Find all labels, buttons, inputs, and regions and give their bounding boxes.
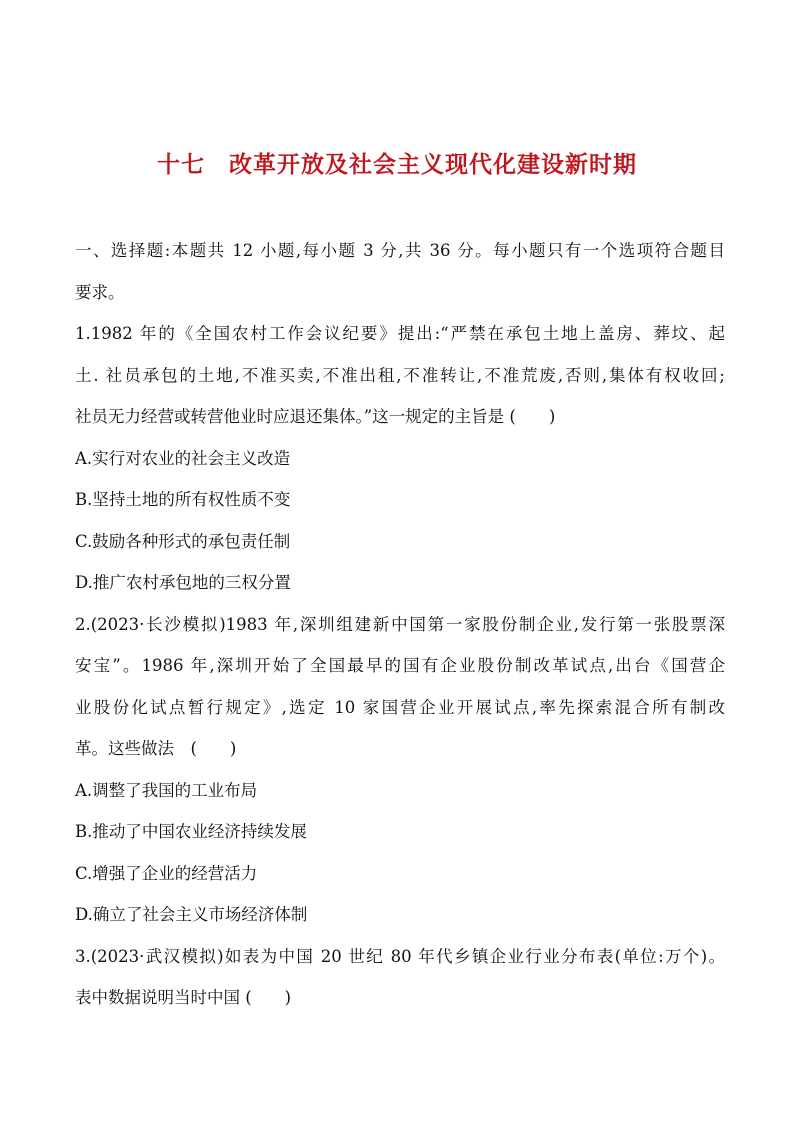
question-stem-line: 1.1982 年的《全国农村工作会议纪要》提出:“严禁在承包土地上盖房、葬坟、起 <box>75 324 725 343</box>
option-d[interactable]: D.推广农村承包地的三权分置 <box>75 573 291 592</box>
question-stem-line: 2.(2023·长沙模拟)1983 年,深圳组建新中国第一家股份制企业,发行第一张股票深 <box>75 614 725 634</box>
section-instruction-line: 一、选择题:本题共 12 小题,每小题 3 分,共 36 分。每小题只有一个选项符合题目 <box>75 241 725 260</box>
question-content <box>75 230 725 1019</box>
page-title: 十七 改革开放及社会主义现代化建设新时期 <box>157 151 637 178</box>
question-stem-line: 表中数据说明当时中国 ( ) <box>75 988 292 1007</box>
option-c[interactable]: C.鼓励各种形式的承包责任制 <box>75 531 291 551</box>
question-stem-line: 业股份化试点暂行规定》,选定 10 家国营企业开展试点,率先探索混合所有制改 <box>75 697 725 717</box>
question-stem-line: 革。这些做法 ( ) <box>75 739 237 758</box>
option-a[interactable]: A.实行对农业的社会主义改造 <box>75 448 291 468</box>
question-stem-line: 3.(2023·武汉模拟)如表为中国 20 世纪 80 年代乡镇企业行业分布表(单位:万个)。 <box>75 946 725 966</box>
option-b[interactable]: B.推动了中国农业经济持续发展 <box>75 822 307 841</box>
question-stem-line: 社员无力经营或转营他业时应退还集体。”这一规定的主旨是 ( ) <box>75 407 556 426</box>
question-3 <box>75 936 725 1019</box>
option-c[interactable]: C.增强了企业的经营活力 <box>75 863 258 883</box>
question-2 <box>75 604 725 936</box>
option-d[interactable]: D.确立了社会主义市场经济体制 <box>75 905 308 924</box>
option-b[interactable]: B.坚持土地的所有权性质不变 <box>75 490 291 509</box>
section-instruction-line: 要求。 <box>75 282 125 302</box>
question-stem-line: 土. 社员承包的土地,不准买卖,不准出租,不准转让,不准荒废,否则,集体有权收回; <box>75 365 725 385</box>
question-1 <box>75 313 725 604</box>
option-a[interactable]: A.调整了我国的工业布局 <box>75 780 258 800</box>
question-stem-line: 安宝”。1986 年,深圳开始了全国最早的国有企业股份制改革试点,出台《国营企 <box>75 656 725 675</box>
